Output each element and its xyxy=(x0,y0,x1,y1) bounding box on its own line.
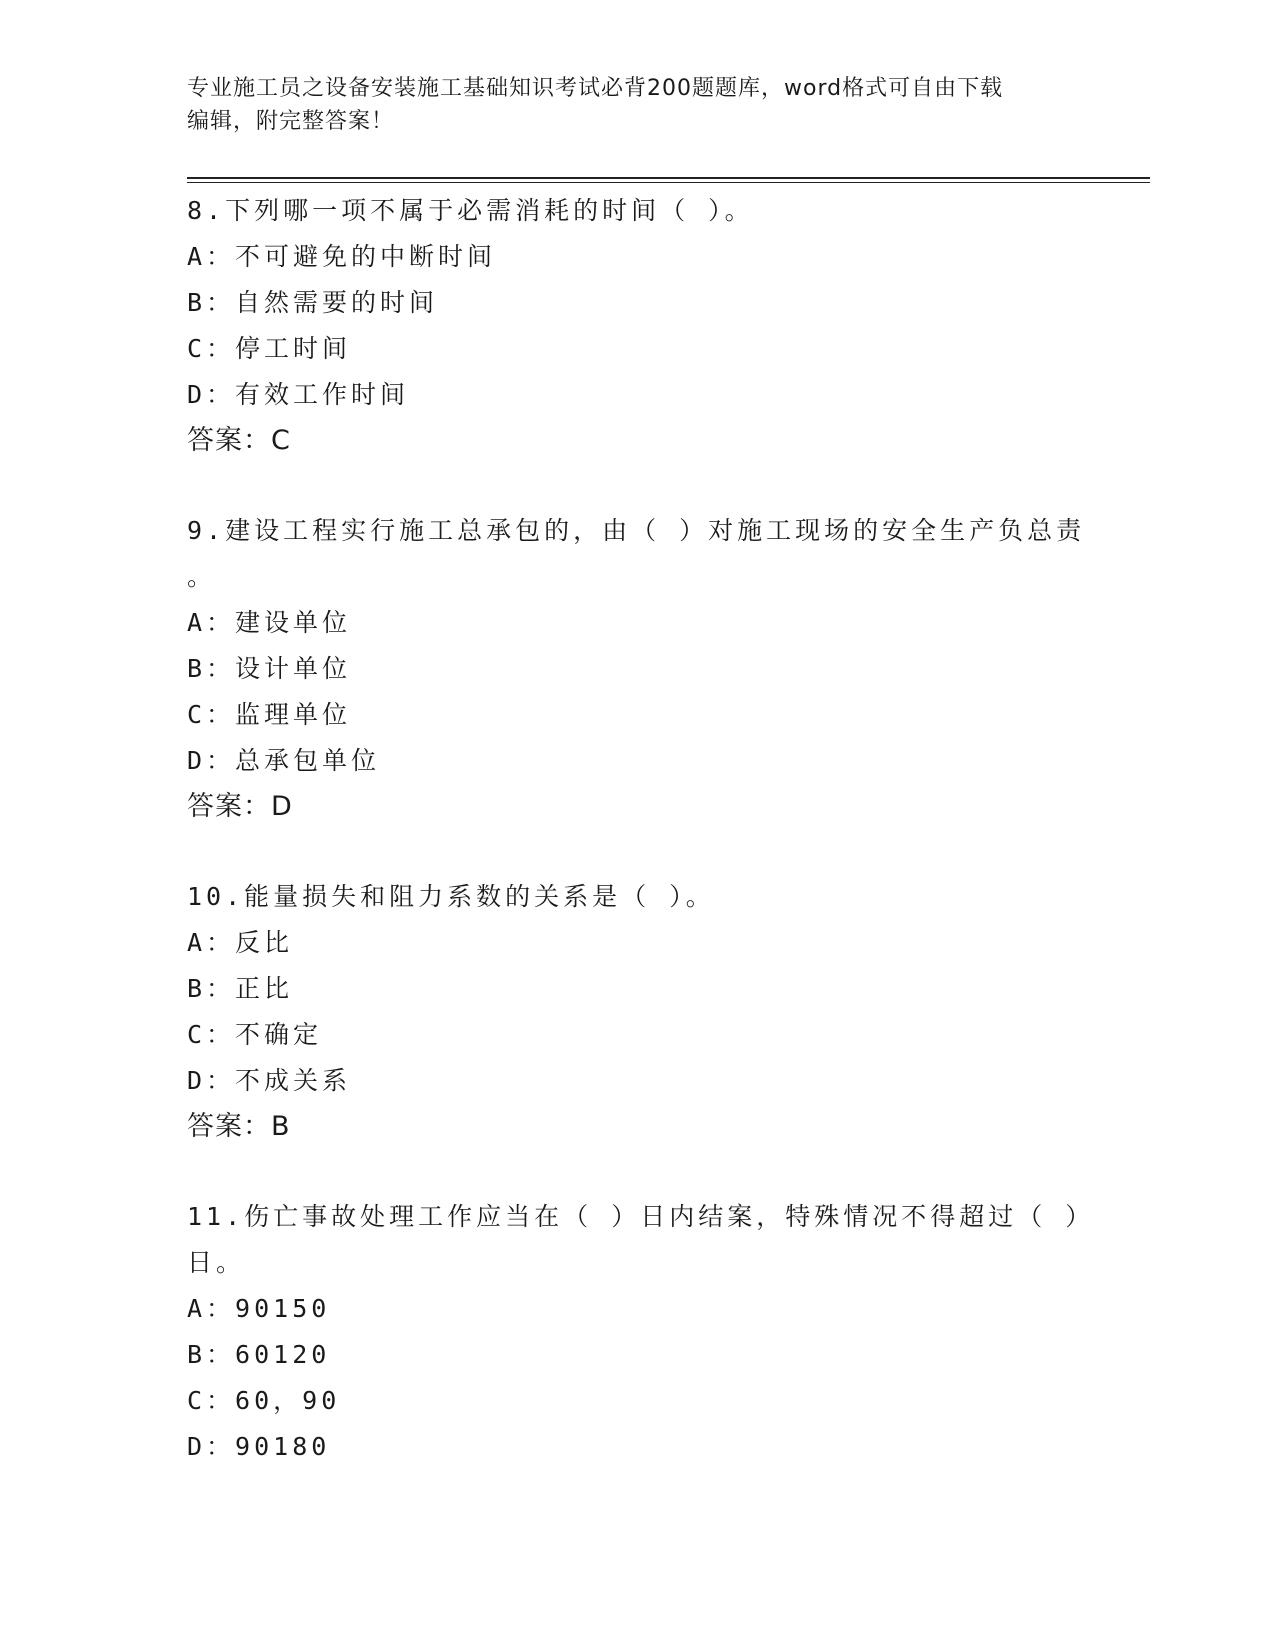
question-10 xyxy=(187,874,1087,1150)
option-c: C：停工时间 xyxy=(187,334,352,363)
header-line-1: 专业施工员之设备安装施工基础知识考试必背200题题库，word格式可自由下载 xyxy=(187,76,1004,101)
question-gap xyxy=(187,1150,1087,1194)
question-stem: 9.建设工程实行施工总承包的，由（ ）对施工现场的安全生产负总责 xyxy=(187,516,1086,545)
option-d: D：不成关系 xyxy=(187,1066,352,1095)
option-a: A：不可避免的中断时间 xyxy=(187,242,497,271)
question-11 xyxy=(187,1194,1095,1470)
option-b: B：设计单位 xyxy=(187,654,352,683)
option-c: C：不确定 xyxy=(187,1020,323,1049)
option-b: B：60120 xyxy=(187,1340,331,1369)
option-a: A：建设单位 xyxy=(187,608,352,637)
question-list xyxy=(187,188,1095,1470)
answer-line: 答案：D xyxy=(187,791,293,822)
option-d: D：总承包单位 xyxy=(187,746,381,775)
question-stem-continuation: 。 xyxy=(187,562,217,591)
header-divider-thick xyxy=(187,177,1150,179)
question-stem: 8.下列哪一项不属于必需消耗的时间（ ）。 xyxy=(187,196,754,225)
option-c: C：监理单位 xyxy=(187,700,352,729)
header-divider-thin xyxy=(187,182,1150,183)
answer-line: 答案：C xyxy=(187,425,291,456)
option-b: B：正比 xyxy=(187,974,294,1003)
option-a: A：90150 xyxy=(187,1294,331,1323)
question-gap xyxy=(187,830,1087,874)
question-gap xyxy=(187,464,1087,508)
document-header xyxy=(187,72,1087,138)
option-b: B：自然需要的时间 xyxy=(187,288,439,317)
question-stem: 10.能量损失和阻力系数的关系是（ ）。 xyxy=(187,882,715,911)
question-9 xyxy=(187,508,1087,830)
question-stem: 11.伤亡事故处理工作应当在（ ）日内结案，特殊情况不得超过（ ） xyxy=(187,1202,1095,1231)
option-a: A：反比 xyxy=(187,928,294,957)
option-c: C：60，90 xyxy=(187,1386,341,1415)
answer-line: 答案：B xyxy=(187,1111,291,1142)
question-8 xyxy=(187,188,1087,464)
question-stem-continuation: 日。 xyxy=(187,1248,246,1277)
option-d: D：有效工作时间 xyxy=(187,380,410,409)
option-d: D：90180 xyxy=(187,1432,331,1461)
header-line-2: 编辑，附完整答案！ xyxy=(187,109,395,134)
